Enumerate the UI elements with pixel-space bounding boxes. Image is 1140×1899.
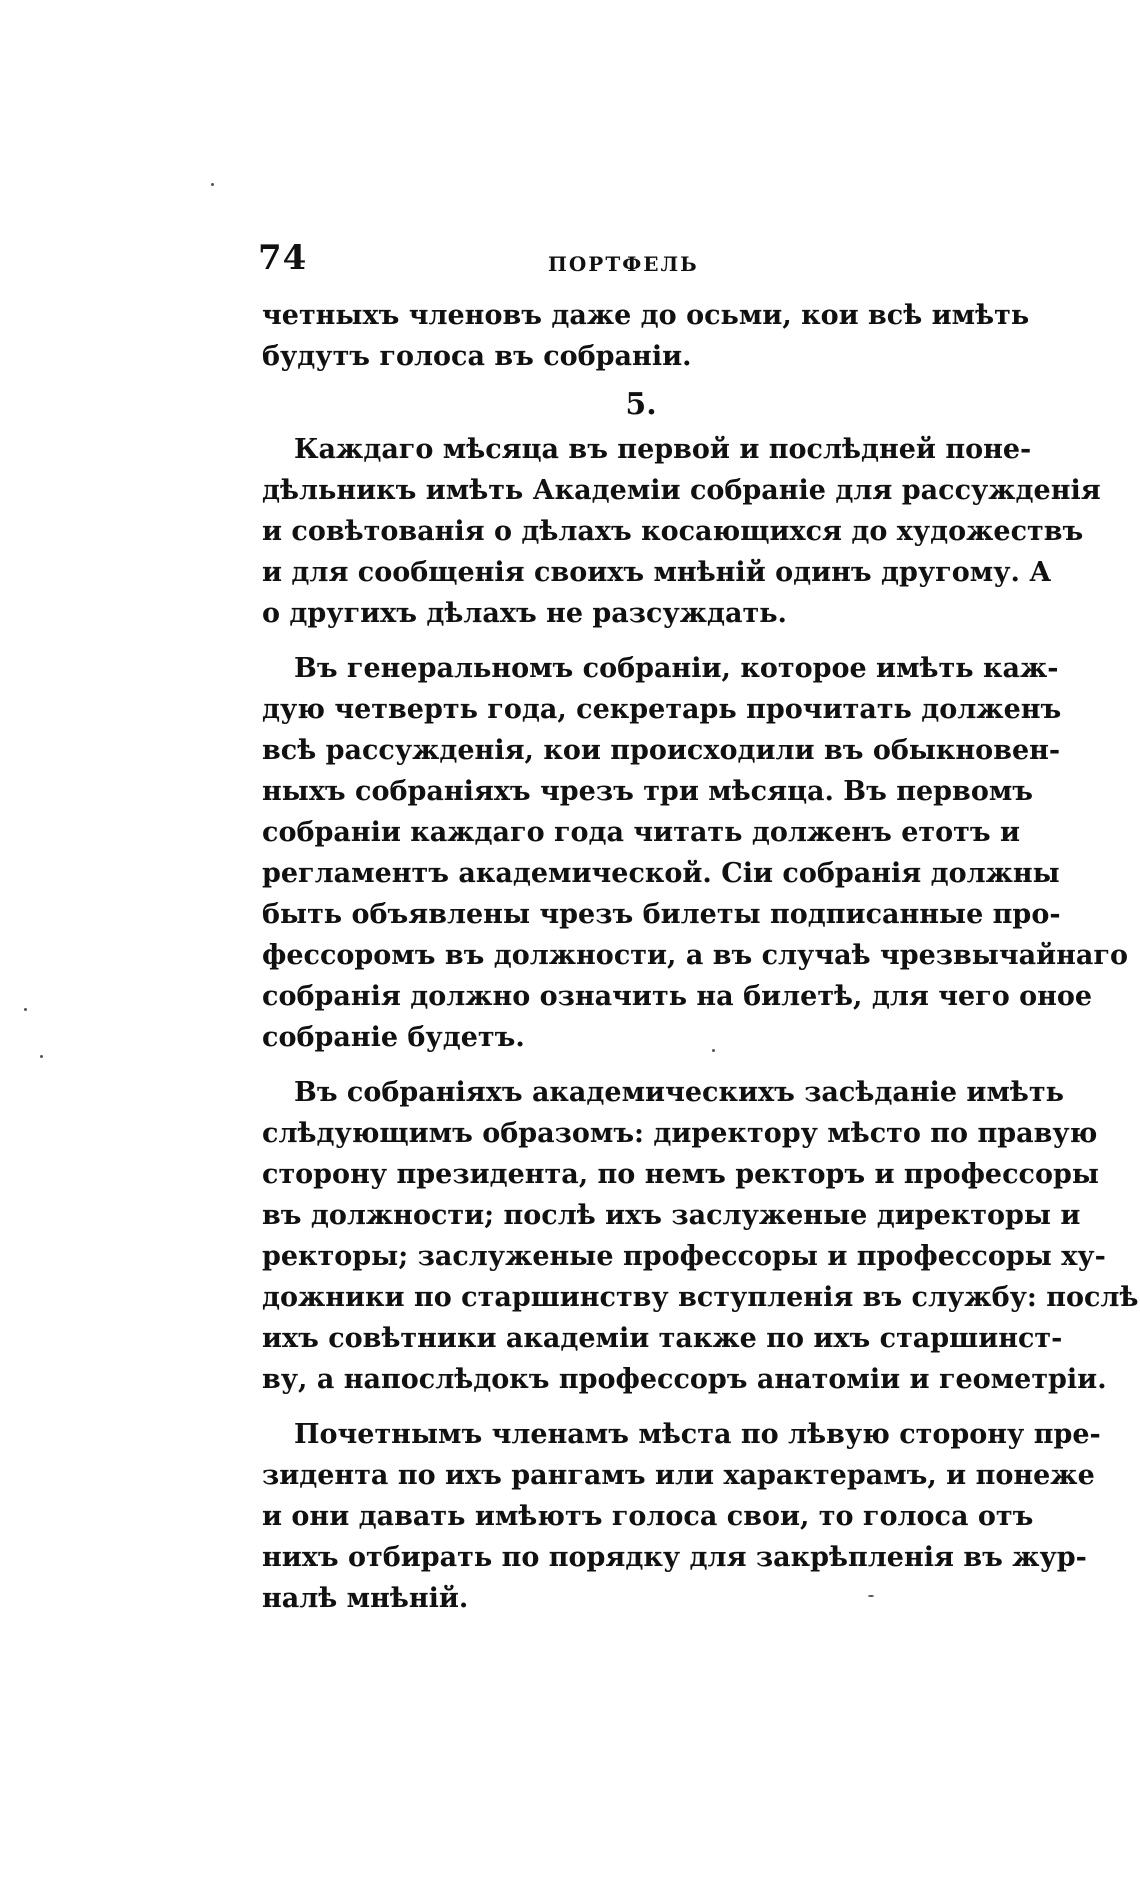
text-line: дую четверть года, секретарь прочитать долженъ	[262, 694, 1062, 725]
section-number: 5.	[625, 387, 657, 422]
paper-speck	[24, 1008, 27, 1011]
page-header	[258, 238, 980, 282]
paper-speck	[712, 1049, 715, 1052]
text-line: будутъ голоса въ собраніи.	[262, 341, 692, 372]
text-line: ректоры; заслуженые профессоры и профессоры ху-	[262, 1241, 1106, 1272]
running-head: ПОРТФЕЛЬ	[548, 252, 699, 276]
paper-speck	[868, 1595, 874, 1597]
text-line: о другихъ дѣлахъ не разсуждать.	[262, 598, 787, 629]
text-line: Почетнымъ членамъ мѣста по лѣвую сторону пре-	[294, 1419, 1101, 1450]
paragraph-gap	[262, 634, 980, 648]
paper-speck	[40, 1055, 43, 1058]
text-line: собраніи каждаго года читать долженъ етотъ и	[262, 817, 1021, 848]
paragraph-3	[262, 648, 1128, 1058]
paragraph-gap	[262, 1400, 980, 1414]
text-line: и для сообщенія своихъ мнѣній одинъ другому. А	[262, 557, 1052, 588]
text-line: быть объявлены чрезъ билеты подписанные про-	[262, 899, 1061, 930]
text-line: и они давать имѣютъ голоса свои, то голоса отъ	[262, 1501, 1034, 1532]
text-line: дѣльникъ имѣть Академіи собраніе для рассужденія	[262, 475, 1101, 506]
paragraph-1	[262, 295, 1030, 377]
text-line: собранія должно означить на билетѣ, для чего оное	[262, 981, 1093, 1012]
text-line: регламентъ академической. Сіи собранія должны	[262, 858, 1060, 889]
text-line: всѣ рассужденія, кои происходили въ обыкновен-	[262, 735, 1061, 766]
text-line: сторону президента, по немъ ректоръ и профессоры	[262, 1159, 1099, 1190]
text-line: въ должности; послѣ ихъ заслуженые директоры и	[262, 1200, 1081, 1231]
paper-speck	[211, 183, 214, 186]
text-line: фессоромъ въ должности, а въ случаѣ чрезвычайнаго	[262, 940, 1128, 971]
paragraph-4	[262, 1072, 1139, 1400]
paragraph-5	[262, 1414, 1101, 1619]
text-line: собраніе будетъ.	[262, 1022, 525, 1053]
text-line: ныхъ собраніяхъ чрезъ три мѣсяца. Въ первомъ	[262, 776, 1033, 807]
page-number: 74	[258, 238, 308, 278]
text-line: дожники по старшинству вступленія въ службу: послѣ	[262, 1282, 1139, 1313]
text-line: Въ генеральномъ собраніи, которое имѣть каж-	[294, 653, 1059, 684]
paragraph-gap	[262, 1058, 980, 1072]
text-line: четныхъ членовъ даже до осьми, кои всѣ имѣть	[262, 300, 1030, 331]
text-line: Въ собраніяхъ академическихъ засѣданіе имѣть	[294, 1077, 1064, 1108]
text-line: ихъ совѣтники академіи также по ихъ старшинст-	[262, 1323, 1063, 1354]
text-line: ву, а напослѣдокъ профессоръ анатоміи и геометріи.	[262, 1364, 1107, 1395]
body-text	[262, 295, 1139, 1619]
text-line: зидента по ихъ рангамъ или характерамъ, и понеже	[262, 1460, 1095, 1491]
text-line: Каждаго мѣсяца въ первой и послѣдней поне-	[294, 434, 1032, 465]
paragraph-2	[262, 429, 1101, 634]
text-line: слѣдующимъ образомъ: директору мѣсто по правую	[262, 1118, 1098, 1149]
text-line: нихъ отбирать по порядку для закрѣпленія въ жур-	[262, 1542, 1087, 1573]
text-line: и совѣтованія о дѣлахъ косающихся до художествъ	[262, 516, 1084, 547]
text-line: налѣ мнѣній.	[262, 1583, 469, 1614]
